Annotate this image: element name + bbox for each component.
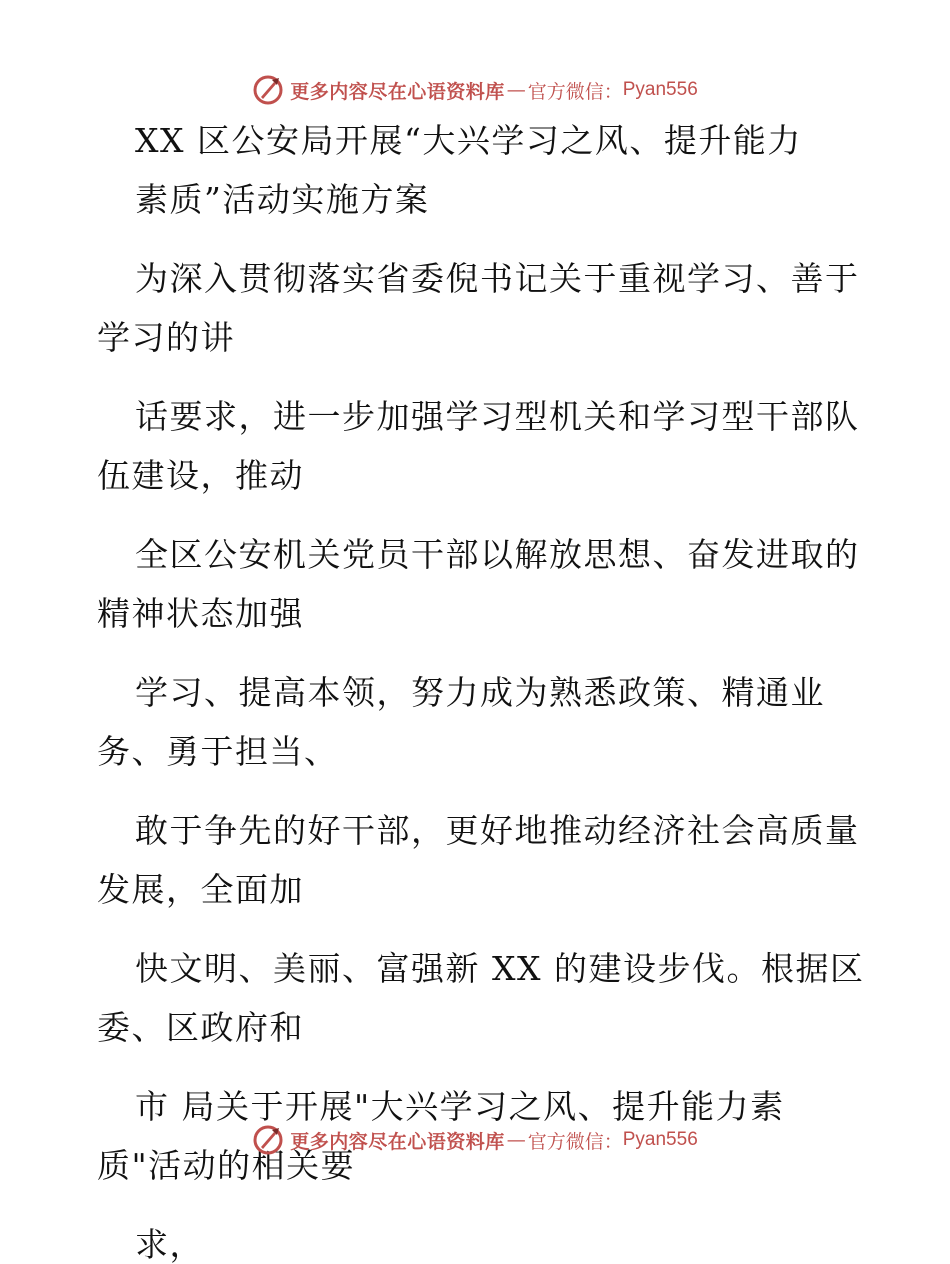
banner-wechat-id: Pyan556	[622, 1129, 698, 1150]
footer-banner	[0, 1120, 950, 1160]
paragraph-line: 质"活动的相关要	[97, 1146, 356, 1185]
paragraph-line: 全区公安机关党员干部以解放思想、奋发进取的	[135, 535, 860, 574]
doc-title-line-2: 素质”活动实施方案	[135, 180, 430, 219]
banner-title: 更多内容尽在心语资料库	[290, 1130, 505, 1153]
paragraph-line: 为深入贯彻落实省委倪书记关于重视学习、善于	[135, 259, 860, 298]
paragraph-line: 求，	[135, 1225, 204, 1264]
quill-logo-icon	[252, 1124, 284, 1156]
paragraph-line: 话要求，进一步加强学习型机关和学习型干部队	[135, 397, 860, 436]
paragraph-line: 精神状态加强	[97, 594, 304, 633]
paragraph-line: 务、勇于担当、	[97, 732, 339, 771]
banner-title: 更多内容尽在心语资料库	[290, 80, 505, 103]
paragraph-line: 学习的讲	[97, 318, 235, 357]
header-banner	[0, 70, 950, 110]
document-body	[97, 121, 865, 1264]
paragraph-line: 学习、提高本领，努力成为熟悉政策、精通业	[135, 673, 825, 712]
paragraph-line: 市 局关于开展"大兴学习之风、提升能力素	[135, 1087, 785, 1126]
banner-dash: —	[506, 79, 526, 101]
quill-logo-icon	[252, 74, 284, 106]
banner-wechat-id: Pyan556	[622, 79, 698, 100]
paragraph-line: 敢于争先的好干部，更好地推动经济社会高质量	[135, 811, 860, 850]
banner-wechat-label: 官方微信：	[527, 80, 623, 103]
doc-title-line-1: XX 区公安局开展“大兴学习之风、提升能力	[135, 121, 802, 160]
banner-dash: —	[506, 1129, 526, 1151]
paragraph-line: 委、区政府和	[97, 1008, 304, 1047]
paragraph-line: 发展，全面加	[97, 870, 304, 909]
paragraph-line: 快文明、美丽、富强新 XX 的建设步伐。根据区	[135, 949, 865, 988]
paragraph-line: 伍建设，推动	[97, 456, 304, 495]
banner-wechat-label: 官方微信：	[527, 1130, 623, 1153]
